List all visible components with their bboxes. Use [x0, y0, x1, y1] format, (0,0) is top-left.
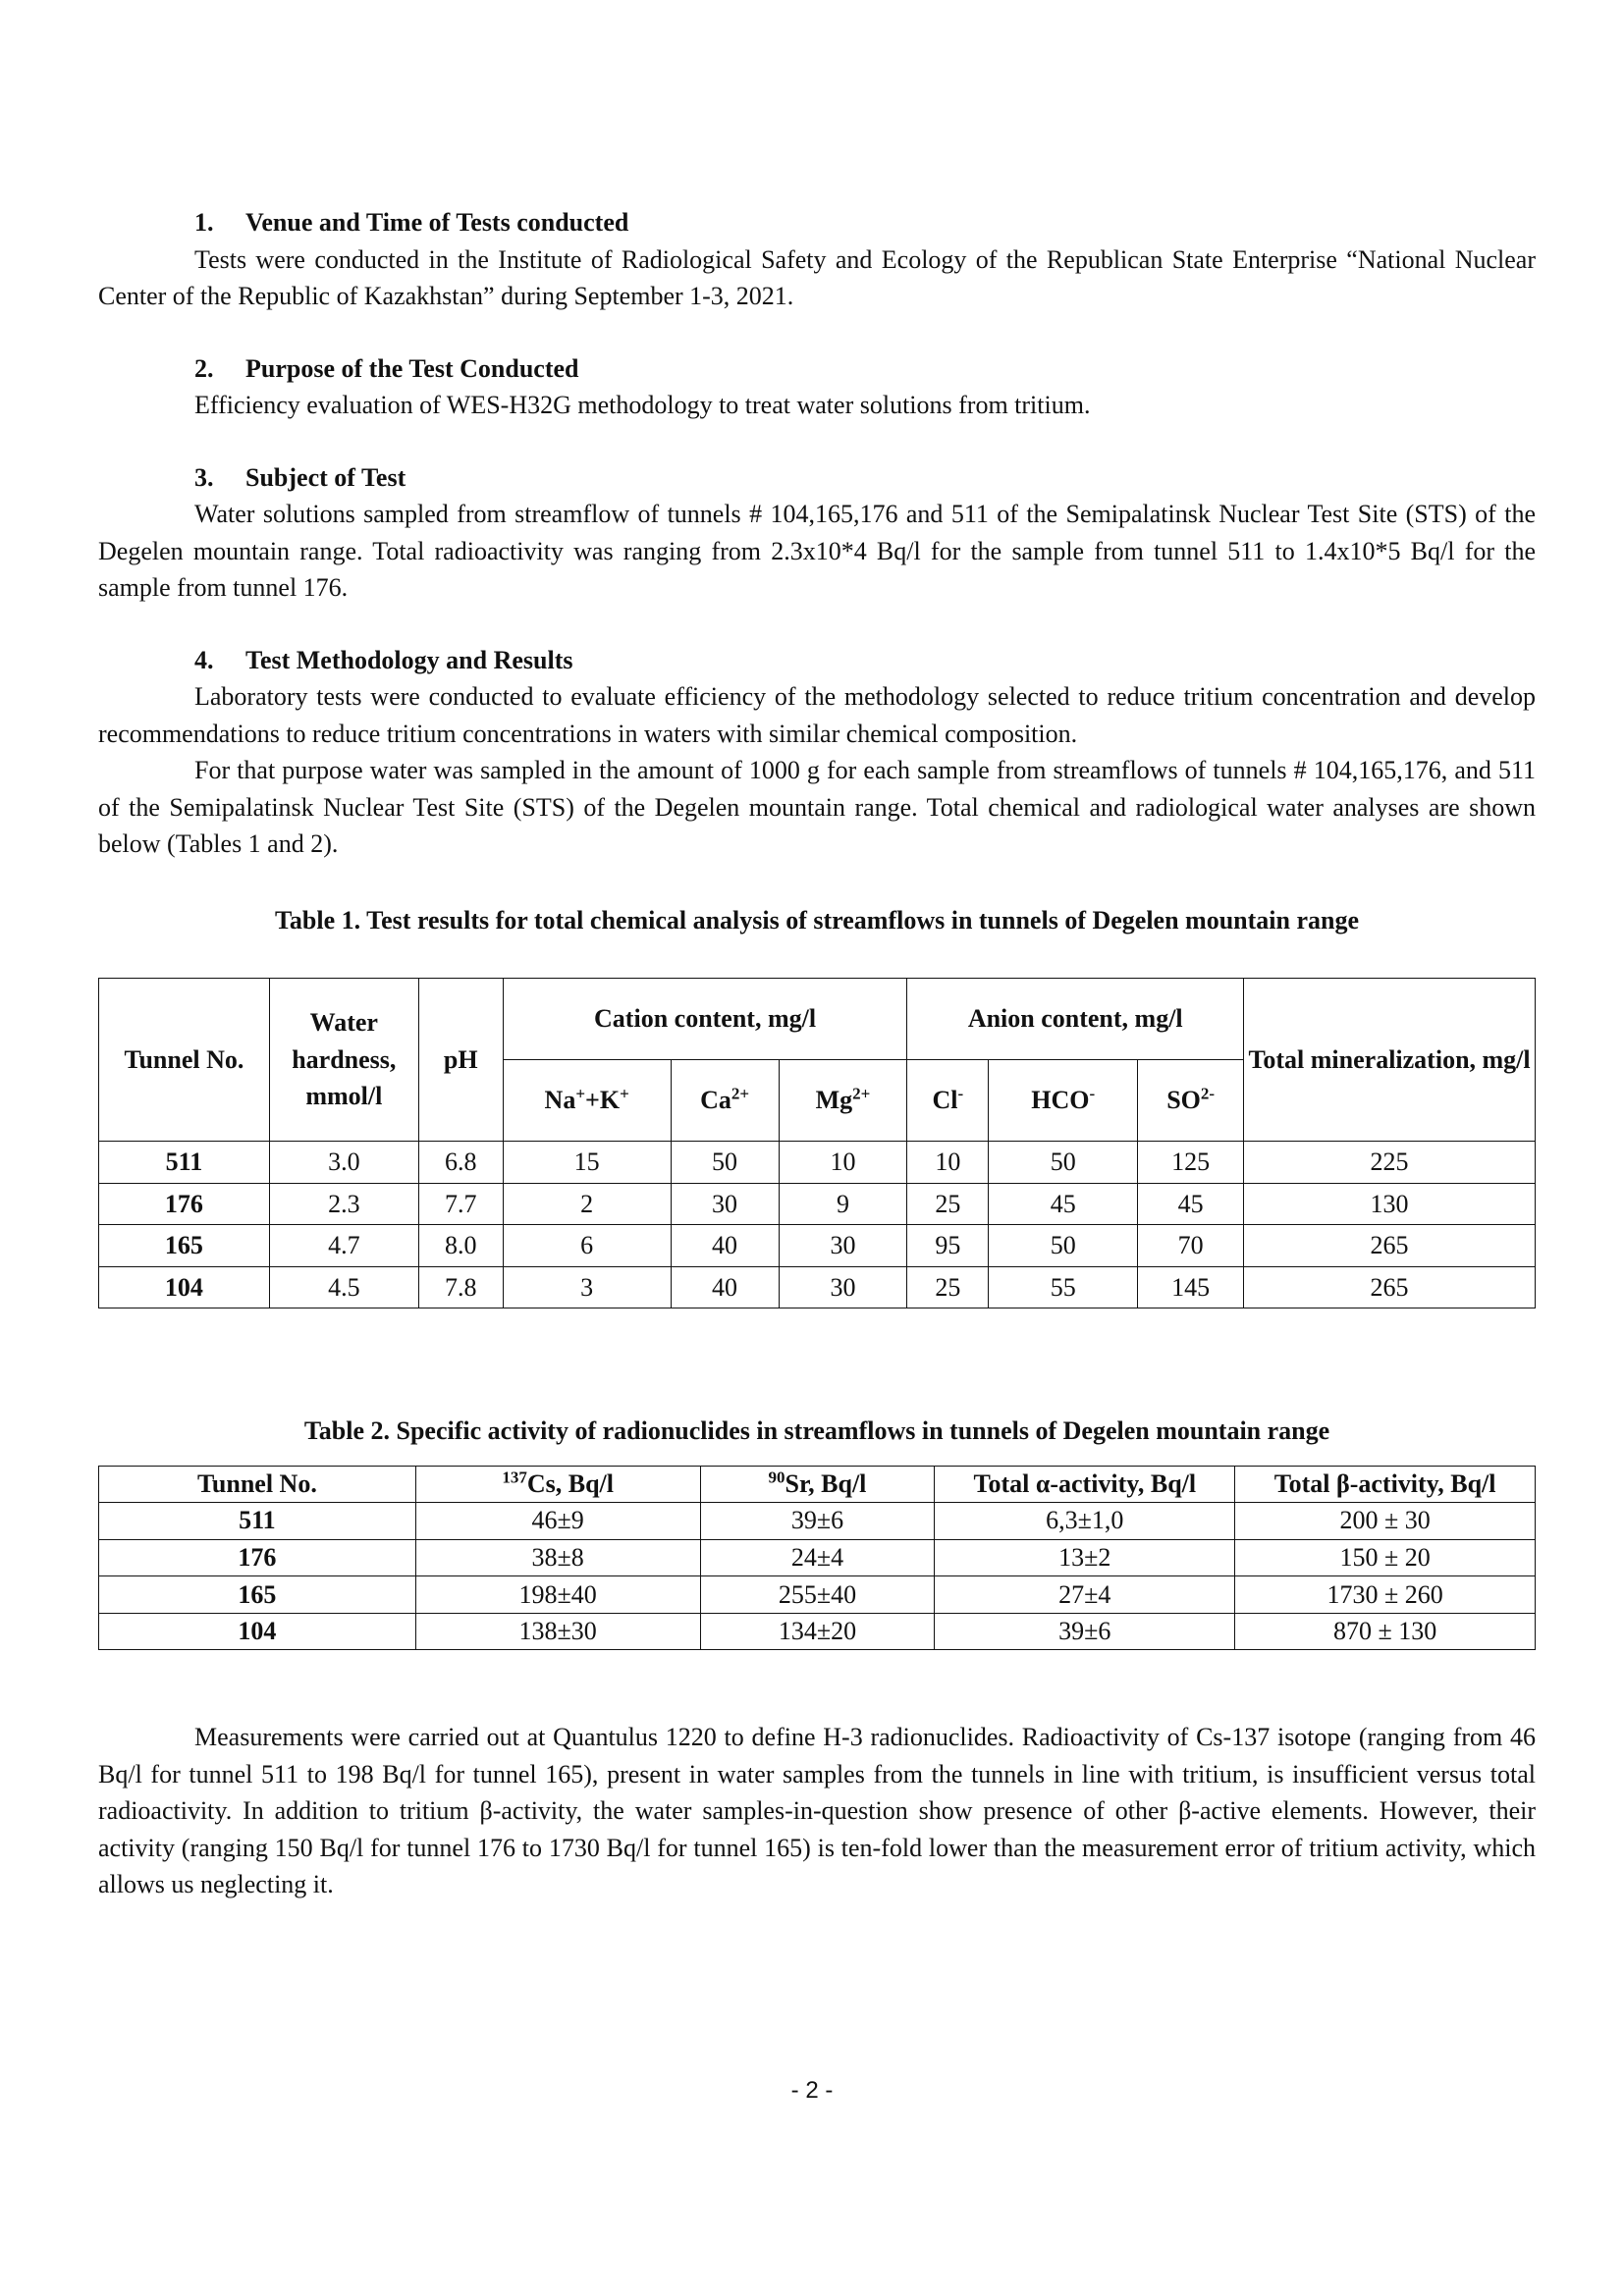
- radionuclide-activity-table: [98, 1466, 1536, 1651]
- section-paragraph: For that purpose water was sampled in the amount of 1000 g for each sample from streamflows of tunnels # 104,165,176, and 511 of the Semipalatinsk Nuclear Test Site (STS) of the Degelen mountain range. Total chemical and radiological water analyses are shown below (Tables 1 and 2).: [98, 756, 1536, 858]
- col-header-sr90: $^{90}$Sr, Bq/l: [700, 1466, 935, 1503]
- chemical-analysis-table: [98, 978, 1536, 1308]
- col-header-cation: Cation content, mg/l: [503, 979, 907, 1060]
- col-header-hco: HCO-: [989, 1060, 1138, 1142]
- section-purpose: [98, 350, 1536, 424]
- col-header-na-k: Na++K+: [503, 1060, 671, 1142]
- table2-caption: Table 2. Specific activity of radionuclides in streamflows in tunnels of Degelen mountain range: [303, 1416, 1330, 1445]
- page-content: [98, 204, 1536, 1903]
- table1-caption: Table 1. Test results for total chemical analysis of streamflows in tunnels of Degelen mountain range: [274, 905, 1360, 934]
- section-paragraph: Tests were conducted in the Institute of Radiological Safety and Ecology of the Republican State Enterprise “National Nuclear Center of the Republic of Kazakhstan” during September 1-3, 2021.: [98, 244, 1536, 310]
- table-row: 511 46±9 39±6 6,3±1,0 200 ± 30: [99, 1503, 1536, 1540]
- col-header-alpha: Total α-activity, Bq/l: [935, 1466, 1235, 1503]
- section-paragraph: Water solutions sampled from streamflow of tunnels # 104,165,176 and 511 of the Semipalatinsk Nuclear Test Site (STS) of the Degelen mountain range. Total radioactivity was ranging from 2.3x10*4 Bq/l for the sample from tunnel 511 to 1.4x10*5 Bq/l for the sample from tunnel 176.: [98, 500, 1536, 602]
- section-methodology: [98, 642, 1536, 863]
- section-paragraph: Efficiency evaluation of WES-H32G methodology to treat water solutions from tritium.: [194, 391, 1091, 419]
- col-header-mg: $Mg^{2+}$: [779, 1060, 907, 1142]
- section-venue: [98, 204, 1536, 315]
- table-row: 176 2.3 7.7 2 30 9 25 45 45 130: [99, 1183, 1536, 1225]
- table-row: 176 38±8 24±4 13±2 150 ± 20: [99, 1539, 1536, 1576]
- col-header-tunnel: Tunnel No.: [99, 979, 270, 1142]
- section-heading: 3. Subject of Test: [194, 462, 406, 492]
- col-header-cs137: $^{137}$Cs, Bq/l: [415, 1466, 700, 1503]
- col-header-ph: pH: [418, 979, 503, 1142]
- col-header-ca: $Ca^{2+}$: [671, 1060, 779, 1142]
- col-header-so: $SO^{2-}$: [1138, 1060, 1244, 1142]
- table-row: 104 4.5 7.8 3 40 30 25 55 145 265: [99, 1266, 1536, 1308]
- table-row: 104 138±30 134±20 39±6 870 ± 130: [99, 1613, 1536, 1650]
- table-row: 165 4.7 8.0 6 40 30 95 50 70 265: [99, 1225, 1536, 1267]
- section-heading: 2. Purpose of the Test Conducted: [194, 353, 579, 383]
- col-header-beta: Total β-activity, Bq/l: [1235, 1466, 1536, 1503]
- closing-paragraph: Measurements were carried out at Quantulus 1220 to define H-3 radionuclides. Radioactivity of Cs-137 isotope (ranging from 46 Bq/l for tunnel 511 to 198 Bq/l for tunnel 165), present in water samples from the tunnels in line with tritium, is insufficient versus total radioactivity. In addition to tritium β-activity, the water samples-in-question show presence of other β-active elements. However, their activity (ranging 150 Bq/l for tunnel 176 to 1730 Bq/l for tunnel 165) is ten-fold lower than the measurement error of tritium activity, which allows us neglecting it.: [98, 1723, 1536, 1899]
- col-header-total-mineralization: Total mineralization, mg/l: [1244, 979, 1536, 1142]
- section-paragraph: Laboratory tests were conducted to evaluate efficiency of the methodology selected to reduce tritium concentration and develop recommendations to reduce tritium concentrations in waters with similar chemical composition.: [98, 682, 1536, 748]
- section-subject: [98, 459, 1536, 607]
- col-header-tunnel: Tunnel No.: [99, 1466, 416, 1503]
- col-header-hardness: Water hardness, mmol/l: [269, 979, 418, 1142]
- col-header-cl: Cl-: [907, 1060, 989, 1142]
- table-row: 511 3.0 6.8 15 50 10 10 50 125 225: [99, 1142, 1536, 1184]
- section-heading: 4. Test Methodology and Results: [194, 645, 573, 674]
- section-heading: 1. Venue and Time of Tests conducted: [194, 208, 629, 237]
- table-row: 165 198±40 255±40 27±4 1730 ± 260: [99, 1576, 1536, 1614]
- page-number: - 2 -: [790, 2077, 834, 2104]
- col-header-anion: Anion content, mg/l: [907, 979, 1244, 1060]
